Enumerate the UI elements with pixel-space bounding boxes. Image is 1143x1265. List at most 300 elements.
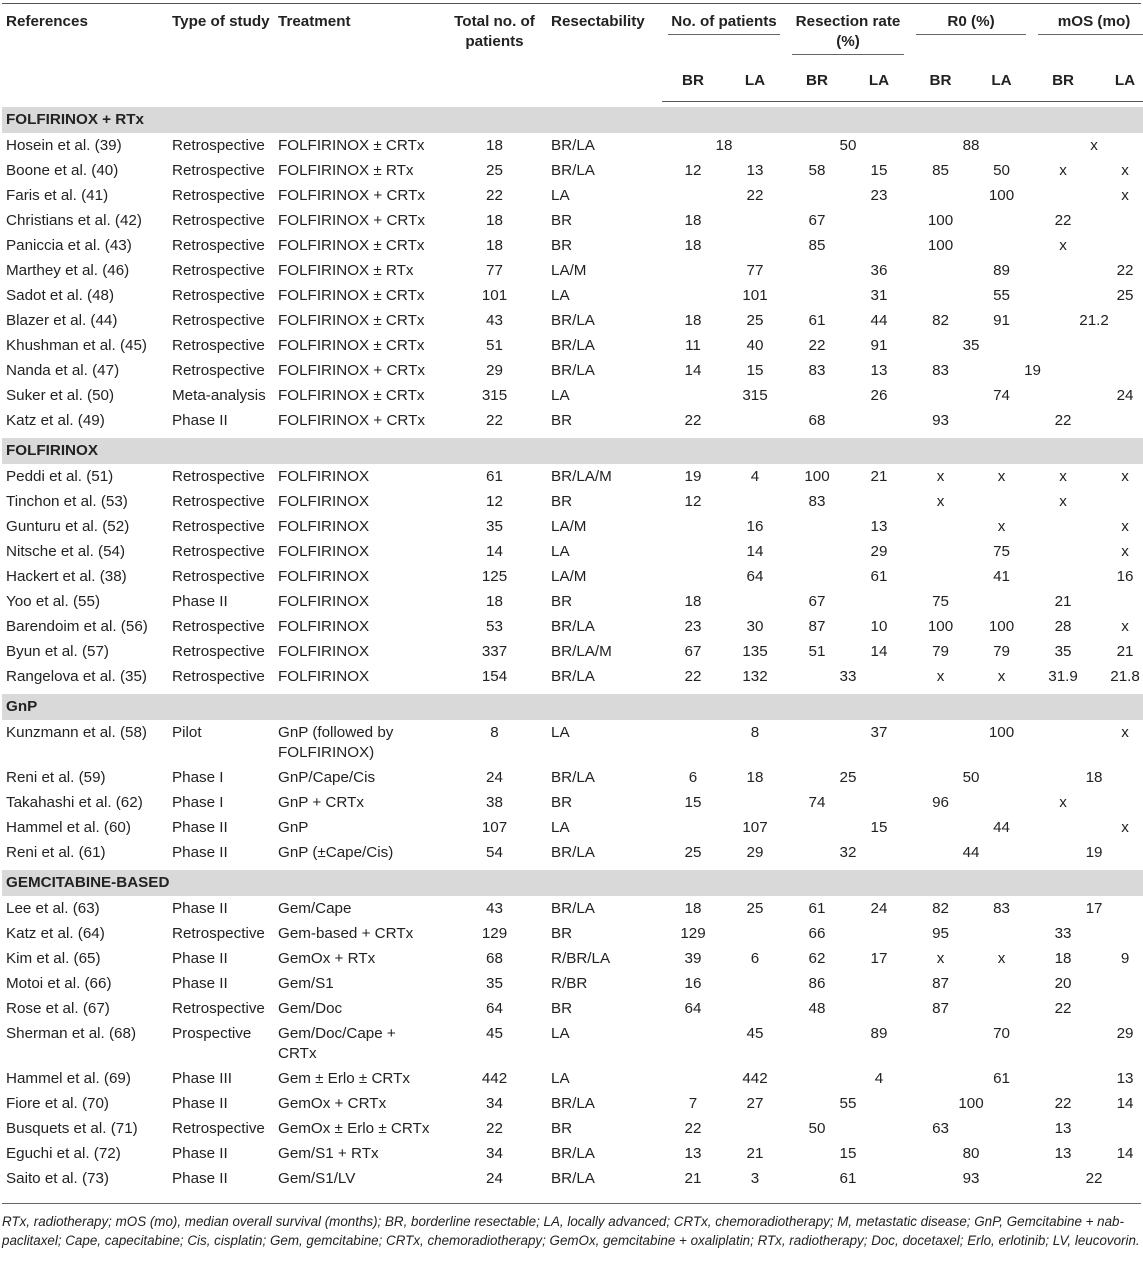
total-patients-cell: 24	[486, 1170, 503, 1187]
r0-br-cell: x	[936, 468, 945, 485]
patients-br-cell	[662, 1021, 724, 1066]
study-type-cell: Retrospective	[172, 287, 265, 304]
r0-la-cell: 44	[993, 819, 1010, 836]
study-type-cell: Retrospective	[172, 568, 265, 585]
table-row	[2, 946, 1143, 971]
mos-br-cell	[1032, 183, 1094, 208]
mos-br-cell: x	[1059, 493, 1067, 510]
reference-cell: Khushman et al. (45)	[6, 337, 147, 354]
total-patients-cell: 35	[486, 975, 503, 992]
study-type-cell: Retrospective	[172, 162, 265, 179]
resection-rate-br-cell: 83	[808, 362, 826, 379]
treatment-cell: FOLFIRINOX	[278, 643, 370, 660]
col-header-no-of-patients: No. of patients	[662, 4, 786, 63]
patients-br-cell	[662, 564, 724, 589]
total-patients-cell: 22	[486, 1120, 503, 1137]
mos-la-cell: x	[1121, 162, 1129, 179]
total-patients-cell: 51	[486, 337, 503, 354]
resection-rate-br-cell: 86	[808, 975, 826, 992]
resection-rate-combined-cell: 32	[839, 844, 857, 861]
resectability-cell: BR/LA	[551, 312, 595, 329]
resection-rate-br-cell: 51	[808, 643, 826, 660]
resection-rate-la-cell: 31	[870, 287, 888, 304]
reference-cell: Rangelova et al. (35)	[6, 668, 147, 685]
mos-la-cell: 16	[1116, 568, 1134, 585]
reference-cell: Christians et al. (42)	[6, 212, 142, 229]
patients-br-cell: 16	[684, 975, 702, 992]
r0-la-cell	[971, 489, 1032, 514]
table-row	[2, 383, 1143, 408]
mos-br-cell	[1032, 258, 1094, 283]
reference-cell: Takahashi et al. (62)	[6, 794, 143, 811]
reference-cell: Hackert et al. (38)	[6, 568, 127, 585]
r0-br-cell	[910, 183, 971, 208]
resectability-cell: LA	[551, 187, 570, 204]
resection-rate-br-cell	[786, 539, 848, 564]
mos-la-cell	[1094, 790, 1143, 815]
section-title: FOLFIRINOX + RTx	[2, 107, 1143, 133]
r0-la-cell: 50	[993, 162, 1010, 179]
resection-rate-br-cell: 68	[808, 412, 826, 429]
patients-br-cell: 67	[684, 643, 702, 660]
r0-br-cell	[910, 1021, 971, 1066]
patients-la-cell: 40	[746, 337, 764, 354]
r0-la-cell	[971, 208, 1032, 233]
treatment-cell: Gem/S1 + RTx	[278, 1145, 379, 1162]
section-header	[2, 438, 1143, 464]
total-patients-cell: 22	[486, 187, 503, 204]
total-patients-cell: 68	[486, 950, 503, 967]
treatment-cell: FOLFIRINOX + CRTx	[278, 187, 425, 204]
resectability-cell: BR/LA	[551, 769, 595, 786]
mos-br-cell	[1032, 383, 1094, 408]
resectability-cell: LA	[551, 287, 570, 304]
treatment-cell: FOLFIRINOX	[278, 593, 370, 610]
patients-la-cell: 77	[746, 262, 764, 279]
r0-br-cell: 75	[932, 593, 949, 610]
mos-br-cell: 22	[1054, 1000, 1072, 1017]
reference-cell: Katz et al. (49)	[6, 412, 105, 429]
resection-rate-br-cell: 48	[808, 1000, 826, 1017]
resection-rate-br-cell: 22	[808, 337, 826, 354]
mos-la-cell: x	[1121, 543, 1129, 560]
r0-la-cell: 100	[988, 724, 1015, 741]
r0-la-cell: x	[997, 950, 1006, 967]
patients-la-cell: 135	[742, 643, 768, 660]
total-patients-cell: 18	[486, 237, 503, 254]
subheader-br: BR	[786, 63, 848, 102]
study-type-cell: Phase I	[172, 794, 224, 811]
r0-la-cell	[971, 589, 1032, 614]
patients-br-cell	[662, 815, 724, 840]
r0-la-cell: 70	[993, 1025, 1010, 1042]
mos-la-cell: 29	[1116, 1025, 1134, 1042]
reference-cell: Barendoim et al. (56)	[6, 618, 148, 635]
mos-br-cell	[1032, 720, 1094, 765]
study-type-cell: Pilot	[172, 724, 202, 741]
patients-br-cell: 18	[684, 593, 702, 610]
reference-cell: Hammel et al. (69)	[6, 1070, 131, 1087]
r0-la-cell	[971, 233, 1032, 258]
total-patients-cell: 54	[486, 844, 503, 861]
treatment-cell: Gem/S1/LV	[278, 1170, 356, 1187]
resection-rate-combined-cell: 25	[839, 769, 857, 786]
patients-la-cell: 16	[746, 518, 764, 535]
treatment-cell: FOLFIRINOX + CRTx	[278, 412, 425, 429]
treatment-cell: FOLFIRINOX ± CRTx	[278, 287, 425, 304]
resection-rate-br-cell	[786, 815, 848, 840]
mos-la-cell	[1094, 489, 1143, 514]
mos-combined-cell: 21.2	[1079, 312, 1109, 329]
table-body	[2, 102, 1143, 1192]
section-header	[2, 694, 1143, 720]
resection-rate-br-cell: 85	[808, 237, 826, 254]
section-title: FOLFIRINOX	[2, 438, 1143, 464]
study-type-cell: Retrospective	[172, 187, 265, 204]
patients-la-cell: 13	[746, 162, 764, 179]
reference-cell: Nanda et al. (47)	[6, 362, 120, 379]
r0-la-cell	[971, 790, 1032, 815]
patients-la-cell: 442	[742, 1070, 768, 1087]
resectability-cell: BR	[551, 1120, 573, 1137]
mos-la-cell: 13	[1116, 1070, 1134, 1087]
mos-br-cell	[1032, 1021, 1094, 1066]
total-patients-cell: 43	[486, 900, 503, 917]
mos-br-cell: 13	[1054, 1120, 1072, 1137]
resectability-cell: BR/LA	[551, 162, 595, 179]
resectability-cell: BR/LA	[551, 844, 595, 861]
study-type-cell: Retrospective	[172, 618, 265, 635]
resectability-cell: BR	[551, 1000, 573, 1017]
total-patients-cell: 53	[486, 618, 503, 635]
resectability-cell: BR/LA	[551, 1170, 595, 1187]
subheader-br: BR	[1032, 63, 1094, 102]
patients-la-cell: 101	[742, 287, 768, 304]
patients-la-cell	[724, 208, 786, 233]
resection-rate-combined-cell: 15	[839, 1145, 857, 1162]
resection-rate-combined-cell: 33	[839, 668, 857, 685]
total-patients-cell: 129	[481, 925, 508, 942]
resection-rate-la-cell	[848, 233, 910, 258]
patients-br-cell: 19	[684, 468, 702, 485]
r0-br-cell: x	[936, 668, 945, 685]
resection-rate-la-cell	[848, 489, 910, 514]
resectability-cell: BR/LA	[551, 362, 595, 379]
study-type-cell: Retrospective	[172, 337, 265, 354]
r0-br-cell: 100	[927, 618, 954, 635]
r0-br-cell: 95	[932, 925, 949, 942]
reference-cell: Yoo et al. (55)	[6, 593, 101, 610]
reference-cell: Suker et al. (50)	[6, 387, 115, 404]
resectability-cell: LA	[551, 387, 570, 404]
study-type-cell: Retrospective	[172, 925, 265, 942]
study-type-cell: Phase II	[172, 900, 228, 917]
resection-rate-br-cell: 74	[808, 794, 826, 811]
resectability-cell: LA/M	[551, 568, 587, 585]
resectability-cell: BR/LA/M	[551, 468, 612, 485]
mos-br-cell: 20	[1054, 975, 1072, 992]
reference-cell: Lee et al. (63)	[6, 900, 100, 917]
resection-rate-la-cell	[848, 921, 910, 946]
resectability-cell: BR/LA/M	[551, 643, 612, 660]
r0-br-cell	[910, 283, 971, 308]
patients-br-cell	[662, 720, 724, 765]
r0-br-cell	[910, 1066, 971, 1091]
table-row	[2, 1116, 1143, 1141]
r0-combined-cell: 35	[962, 337, 980, 354]
resection-rate-la-cell: 4	[874, 1070, 884, 1087]
patients-la-cell: 315	[742, 387, 768, 404]
patients-la-cell: 21	[746, 1145, 764, 1162]
table-row	[2, 1091, 1143, 1116]
resection-rate-br-cell	[786, 1021, 848, 1066]
treatment-cell: FOLFIRINOX	[278, 518, 370, 535]
resection-rate-br-cell	[786, 720, 848, 765]
resection-rate-br-cell: 87	[808, 618, 826, 635]
total-patients-cell: 38	[486, 794, 503, 811]
patients-br-cell: 14	[684, 362, 702, 379]
total-patients-cell: 125	[481, 568, 508, 585]
r0-la-cell: 61	[993, 1070, 1010, 1087]
study-type-cell: Prospective	[172, 1025, 252, 1042]
resection-rate-br-cell: 66	[808, 925, 826, 942]
study-type-cell: Phase II	[172, 1170, 228, 1187]
table-row	[2, 921, 1143, 946]
reference-cell: Katz et al. (64)	[6, 925, 105, 942]
mos-la-cell	[1094, 921, 1143, 946]
total-patients-cell: 29	[486, 362, 503, 379]
resectability-cell: BR	[551, 237, 573, 254]
study-type-cell: Phase II	[172, 1145, 228, 1162]
subheader-la: LA	[848, 63, 910, 102]
resection-rate-la-cell: 17	[870, 950, 888, 967]
study-type-cell: Retrospective	[172, 1120, 265, 1137]
reference-cell: Boone et al. (40)	[6, 162, 119, 179]
reference-cell: Faris et al. (41)	[6, 187, 109, 204]
mos-la-cell	[1094, 1116, 1143, 1141]
mos-br-cell	[1032, 514, 1094, 539]
patients-br-cell: 22	[684, 1120, 702, 1137]
treatment-cell: FOLFIRINOX + CRTx	[278, 362, 425, 379]
resection-rate-la-cell: 21	[870, 468, 888, 485]
study-type-cell: Retrospective	[172, 1000, 265, 1017]
treatment-cell: Gem ± Erlo ± CRTx	[278, 1070, 411, 1087]
patients-br-cell: 18	[684, 312, 702, 329]
r0-la-cell	[971, 971, 1032, 996]
patients-br-cell	[662, 183, 724, 208]
mos-la-cell: x	[1121, 618, 1129, 635]
patients-la-cell	[724, 1116, 786, 1141]
mos-combined-cell: 18	[1085, 769, 1103, 786]
resection-rate-la-cell: 13	[870, 518, 888, 535]
total-patients-cell: 442	[481, 1070, 508, 1087]
resection-rate-la-cell	[848, 996, 910, 1021]
resection-rate-br-cell: 61	[808, 900, 826, 917]
table-row	[2, 614, 1143, 639]
patients-br-cell: 13	[684, 1145, 702, 1162]
resection-rate-combined-cell: 61	[839, 1170, 857, 1187]
r0-br-cell: 83	[932, 362, 949, 379]
mos-br-cell: 35	[1054, 643, 1072, 660]
treatment-cell: FOLFIRINOX + CRTx	[278, 212, 425, 229]
total-patients-cell: 107	[481, 819, 508, 836]
r0-br-cell	[910, 514, 971, 539]
r0-la-cell: 74	[993, 387, 1010, 404]
study-type-cell: Retrospective	[172, 362, 265, 379]
mos-br-cell: 21	[1054, 593, 1072, 610]
treatment-cell: Gem/Doc/Cape + CRTx	[278, 1025, 396, 1062]
table-row	[2, 333, 1143, 358]
study-type-cell: Retrospective	[172, 543, 265, 560]
resectability-cell: R/BR	[551, 975, 588, 992]
patients-la-cell	[724, 408, 786, 433]
reference-cell: Paniccia et al. (43)	[6, 237, 132, 254]
study-type-cell: Retrospective	[172, 262, 265, 279]
mos-la-cell: 14	[1116, 1145, 1134, 1162]
table-row	[2, 720, 1143, 765]
resection-rate-combined-cell: 50	[839, 137, 857, 154]
r0-la-cell: 100	[988, 187, 1015, 204]
study-type-cell: Phase I	[172, 769, 224, 786]
resection-rate-br-cell: 67	[808, 593, 826, 610]
r0-br-cell: 87	[932, 975, 949, 992]
study-type-cell: Retrospective	[172, 668, 265, 685]
treatment-cell: GemOx ± Erlo ± CRTx	[278, 1120, 430, 1137]
reference-cell: Reni et al. (59)	[6, 769, 106, 786]
patients-la-cell: 14	[746, 543, 764, 560]
resection-rate-la-cell	[848, 208, 910, 233]
reference-cell: Motoi et al. (66)	[6, 975, 112, 992]
table-row	[2, 639, 1143, 664]
resection-rate-la-cell	[848, 589, 910, 614]
mos-la-cell: 9	[1120, 950, 1130, 967]
reference-cell: Tinchon et al. (53)	[6, 493, 128, 510]
resectability-cell: LA	[551, 1025, 570, 1042]
r0-combined-cell: 44	[962, 844, 980, 861]
resection-rate-br-cell	[786, 183, 848, 208]
r0-spanned-cell: 19	[1024, 362, 1041, 379]
treatment-cell: FOLFIRINOX	[278, 468, 370, 485]
treatment-cell: Gem/S1	[278, 975, 334, 992]
resection-rate-la-cell: 10	[870, 618, 888, 635]
reference-cell: Blazer et al. (44)	[6, 312, 118, 329]
col-header-type-of-study: Type of study	[172, 13, 270, 30]
mos-br-cell: x	[1059, 237, 1067, 254]
mos-br-cell	[1032, 1066, 1094, 1091]
study-type-cell: Phase II	[172, 412, 228, 429]
col-header-resectability: Resectability	[551, 13, 645, 30]
resectability-cell: BR/LA	[551, 1095, 595, 1112]
resection-rate-la-cell: 14	[870, 643, 888, 660]
study-type-cell: Phase II	[172, 1095, 228, 1112]
resectability-cell: BR/LA	[551, 668, 595, 685]
mos-br-cell: 22	[1054, 412, 1072, 429]
study-type-cell: Retrospective	[172, 212, 265, 229]
r0-combined-cell: 93	[962, 1170, 980, 1187]
total-patients-cell: 45	[486, 1025, 503, 1042]
r0-br-cell	[910, 383, 971, 408]
mos-la-cell: 21.8	[1110, 668, 1140, 685]
study-type-cell: Phase II	[172, 593, 228, 610]
patients-la-cell	[724, 996, 786, 1021]
study-type-cell: Phase III	[172, 1070, 232, 1087]
mos-la-cell: x	[1121, 468, 1129, 485]
table-row	[2, 283, 1143, 308]
patients-br-cell	[662, 283, 724, 308]
resectability-cell: LA/M	[551, 262, 587, 279]
study-type-cell: Retrospective	[172, 493, 265, 510]
patients-la-cell: 27	[746, 1095, 764, 1112]
section-header	[2, 107, 1143, 133]
patients-la-cell: 18	[746, 769, 764, 786]
r0-br-cell: 100	[927, 237, 954, 254]
reference-cell: Fiore et al. (70)	[6, 1095, 109, 1112]
resection-rate-br-cell	[786, 283, 848, 308]
total-patients-cell: 8	[490, 724, 499, 741]
r0-la-cell: x	[997, 518, 1006, 535]
resectability-cell: BR	[551, 794, 573, 811]
table-row	[2, 158, 1143, 183]
subheader-br: BR	[662, 63, 724, 102]
resectability-cell: LA	[551, 543, 570, 560]
total-patients-cell: 337	[481, 643, 508, 660]
resection-rate-la-cell: 29	[870, 543, 888, 560]
resectability-cell: LA	[551, 724, 570, 741]
treatment-cell: GnP/Cape/Cis	[278, 769, 376, 786]
study-type-cell: Phase II	[172, 844, 228, 861]
mos-br-cell	[1032, 333, 1094, 358]
subheader-la: LA	[724, 63, 786, 102]
resectability-cell: LA/M	[551, 518, 587, 535]
reference-cell: Kunzmann et al. (58)	[6, 724, 147, 741]
total-patients-cell: 25	[486, 162, 503, 179]
patients-la-cell	[724, 233, 786, 258]
total-patients-cell: 77	[486, 262, 503, 279]
r0-br-cell: 63	[932, 1120, 949, 1137]
patients-br-cell: 22	[684, 668, 702, 685]
studies-table	[2, 4, 1143, 1191]
mos-la-cell	[1094, 208, 1143, 233]
r0-la-cell: 41	[993, 568, 1010, 585]
mos-la-cell	[1094, 358, 1143, 383]
table-row	[2, 1066, 1143, 1091]
resection-rate-br-cell: 67	[808, 212, 826, 229]
reference-cell: Busquets et al. (71)	[6, 1120, 138, 1137]
mos-la-cell	[1094, 996, 1143, 1021]
resectability-cell: BR	[551, 493, 573, 510]
table-row	[2, 233, 1143, 258]
r0-br-cell: 87	[932, 1000, 949, 1017]
treatment-cell: FOLFIRINOX ± RTx	[278, 262, 414, 279]
patients-br-cell: 12	[684, 493, 702, 510]
patients-br-cell: 39	[684, 950, 702, 967]
mos-la-cell	[1094, 408, 1143, 433]
patients-la-cell	[724, 971, 786, 996]
table-row	[2, 183, 1143, 208]
mos-br-cell: 22	[1054, 1095, 1072, 1112]
table-row	[2, 308, 1143, 333]
reference-cell: Hammel et al. (60)	[6, 819, 131, 836]
subheader-la: LA	[971, 63, 1032, 102]
resection-rate-la-cell: 23	[870, 187, 888, 204]
resection-rate-la-cell: 89	[870, 1025, 888, 1042]
patients-la-cell	[724, 921, 786, 946]
r0-la-cell: x	[997, 468, 1006, 485]
treatment-cell: GemOx + CRTx	[278, 1095, 387, 1112]
total-patients-cell: 34	[486, 1145, 503, 1162]
study-type-cell: Phase II	[172, 950, 228, 967]
subheader-la: LA	[1094, 63, 1143, 102]
